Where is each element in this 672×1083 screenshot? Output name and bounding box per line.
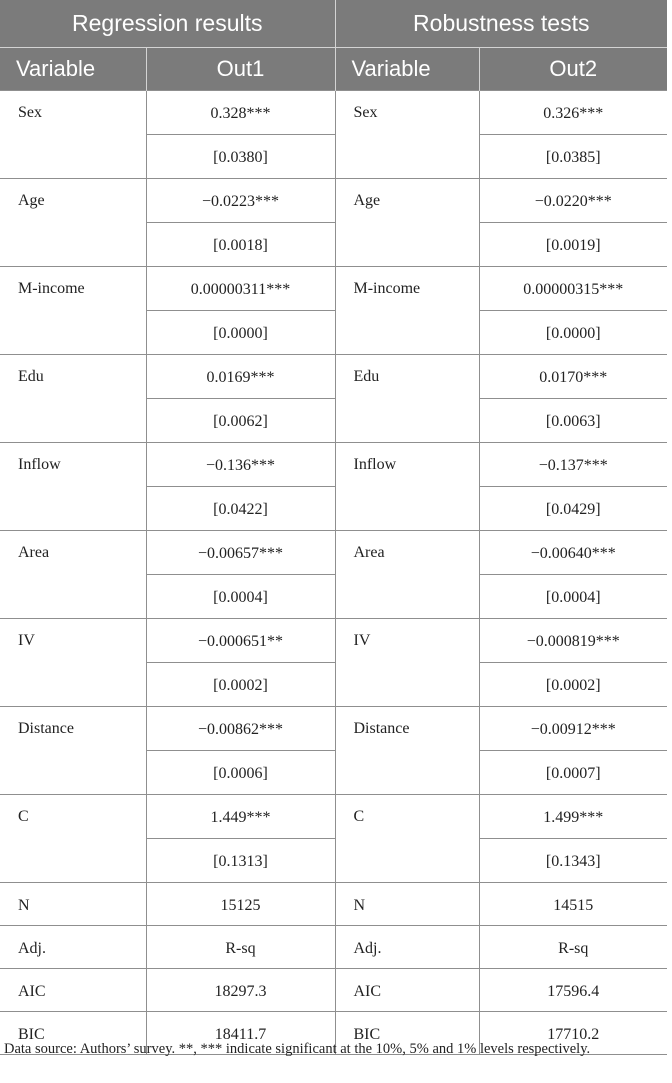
std-error-out1: [0.0006] <box>146 751 335 795</box>
std-error-out2: [0.0385] <box>479 135 667 179</box>
coefficient-out2: 0.0170*** <box>479 355 667 399</box>
variable-name: Age <box>0 179 146 267</box>
variable-name: C <box>0 795 146 883</box>
stat-label: N <box>335 883 479 926</box>
stat-value-out1: R-sq <box>146 926 335 969</box>
table-row <box>0 619 667 663</box>
table-body <box>0 91 667 1055</box>
table-row <box>0 707 667 751</box>
variable-name: Distance <box>0 707 146 795</box>
column-header-variable: Variable <box>335 48 479 91</box>
variable-name: Area <box>335 531 479 619</box>
table-footnote: Data source: Authors’ survey. **, *** indicate significant at the 10%, 5% and 1% levels respectively. <box>4 1041 591 1057</box>
coefficient-out1: 1.449*** <box>146 795 335 839</box>
std-error-out2: [0.0000] <box>479 311 667 355</box>
stat-label: AIC <box>0 969 146 1012</box>
std-error-out2: [0.0004] <box>479 575 667 619</box>
coefficient-out1: −0.0223*** <box>146 179 335 223</box>
variable-name: M-income <box>0 267 146 355</box>
stat-label: BIC <box>0 1012 146 1055</box>
coefficient-out1: −0.00657*** <box>146 531 335 575</box>
variable-name: Sex <box>335 91 479 179</box>
stat-label: N <box>0 883 146 926</box>
variable-name: Edu <box>335 355 479 443</box>
group-header-regression: Regression results <box>0 0 335 48</box>
coefficient-out2: −0.00640*** <box>479 531 667 575</box>
stat-value-out1: 15125 <box>146 883 335 926</box>
std-error-out2: [0.1343] <box>479 839 667 883</box>
std-error-out1: [0.1313] <box>146 839 335 883</box>
std-error-out1: [0.0004] <box>146 575 335 619</box>
column-header-out2: Out2 <box>479 48 667 91</box>
coefficient-out1: 0.0169*** <box>146 355 335 399</box>
coefficient-out2: 0.00000315*** <box>479 267 667 311</box>
variable-name: M-income <box>335 267 479 355</box>
variable-name: IV <box>0 619 146 707</box>
coefficient-out2: −0.000819*** <box>479 619 667 663</box>
std-error-out1: [0.0000] <box>146 311 335 355</box>
stat-value-out1: 18411.7 <box>146 1012 335 1055</box>
std-error-out1: [0.0062] <box>146 399 335 443</box>
coefficient-out2: −0.137*** <box>479 443 667 487</box>
table-row <box>0 91 667 135</box>
variable-name: Distance <box>335 707 479 795</box>
table-row <box>0 267 667 311</box>
variable-name: C <box>335 795 479 883</box>
stat-value-out2: 17710.2 <box>479 1012 667 1055</box>
column-header-variable: Variable <box>0 48 146 91</box>
stat-label: Adj. <box>335 926 479 969</box>
table-row <box>0 531 667 575</box>
coefficient-out2: −0.00912*** <box>479 707 667 751</box>
coefficient-out1: −0.00862*** <box>146 707 335 751</box>
std-error-out2: [0.0002] <box>479 663 667 707</box>
variable-name: Inflow <box>335 443 479 531</box>
std-error-out1: [0.0018] <box>146 223 335 267</box>
coefficient-out2: 0.326*** <box>479 91 667 135</box>
stats-row <box>0 883 667 926</box>
variable-name: Edu <box>0 355 146 443</box>
coefficient-out1: 0.00000311*** <box>146 267 335 311</box>
stat-value-out2: 14515 <box>479 883 667 926</box>
table-row <box>0 443 667 487</box>
std-error-out2: [0.0019] <box>479 223 667 267</box>
stats-row <box>0 969 667 1012</box>
coefficient-out2: −0.0220*** <box>479 179 667 223</box>
stat-value-out2: 17596.4 <box>479 969 667 1012</box>
group-header-robustness: Robustness tests <box>335 0 667 48</box>
variable-name: Sex <box>0 91 146 179</box>
stat-label: Adj. <box>0 926 146 969</box>
stat-label: BIC <box>335 1012 479 1055</box>
column-header-out1: Out1 <box>146 48 335 91</box>
table-row <box>0 355 667 399</box>
std-error-out1: [0.0380] <box>146 135 335 179</box>
coefficient-out1: −0.000651** <box>146 619 335 663</box>
std-error-out2: [0.0429] <box>479 487 667 531</box>
coefficient-out2: 1.499*** <box>479 795 667 839</box>
std-error-out2: [0.0007] <box>479 751 667 795</box>
std-error-out1: [0.0002] <box>146 663 335 707</box>
table-row <box>0 795 667 839</box>
std-error-out2: [0.0063] <box>479 399 667 443</box>
coefficient-out1: 0.328*** <box>146 91 335 135</box>
variable-name: Age <box>335 179 479 267</box>
stats-row <box>0 926 667 969</box>
variable-name: Area <box>0 531 146 619</box>
stat-label: AIC <box>335 969 479 1012</box>
variable-name: Inflow <box>0 443 146 531</box>
coefficient-out1: −0.136*** <box>146 443 335 487</box>
table-row <box>0 179 667 223</box>
variable-name: IV <box>335 619 479 707</box>
stat-value-out1: 18297.3 <box>146 969 335 1012</box>
std-error-out1: [0.0422] <box>146 487 335 531</box>
stat-value-out2: R-sq <box>479 926 667 969</box>
